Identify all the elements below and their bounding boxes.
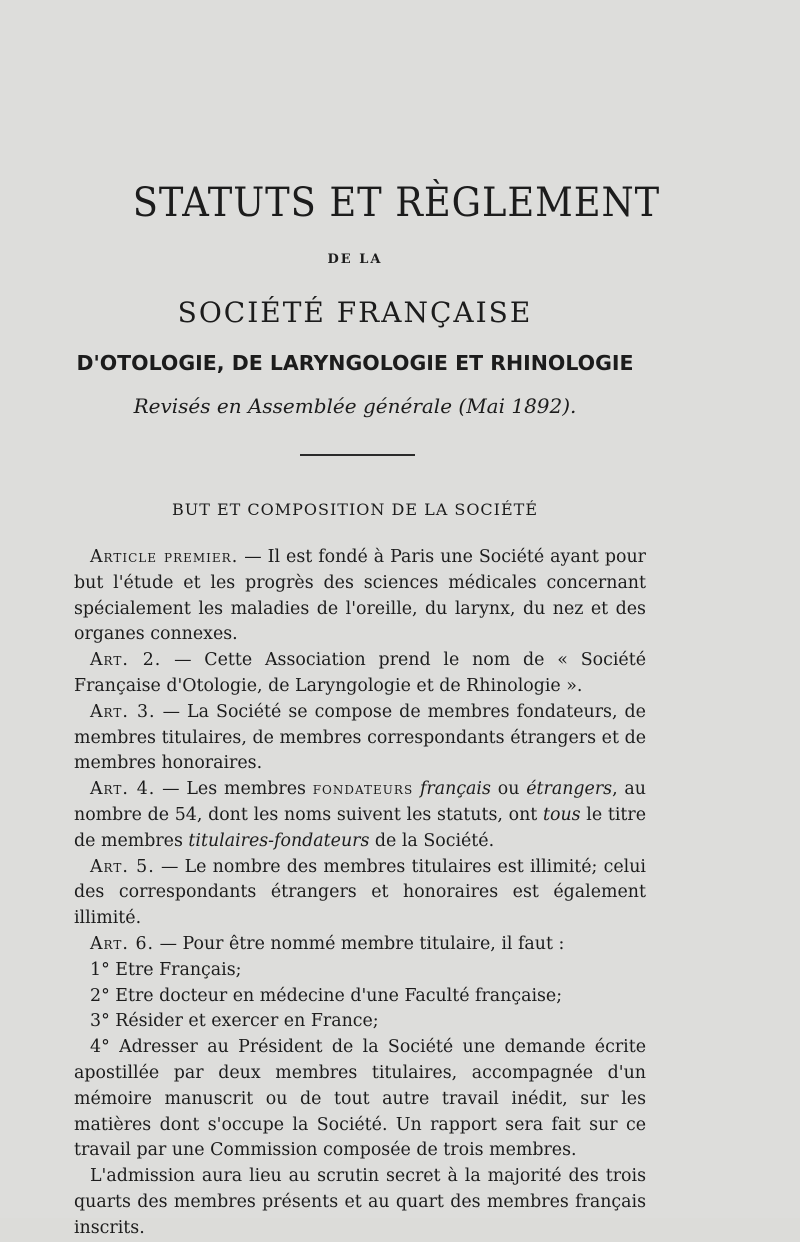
article-text: , au nombre de 54, dont les noms suivent les statuts, ont [74, 779, 646, 825]
article-label: Art. 4. [90, 779, 156, 800]
document-title: STATUTS ET RÈGLEMENT [132, 180, 661, 226]
article-text: — La Société se compose de membres fondateurs, de membres titulaires, de membres correspondants étrangers et de membres honoraires. [74, 701, 646, 774]
article-text: — Cette Association prend le nom de « Société Française d'Otologie, de Laryngologie et de Rhinologie ». [74, 650, 646, 696]
article-label: Article premier. [90, 547, 239, 567]
etrangers-word: étrangers [526, 779, 613, 800]
revision-note: Revisés en Assemblée générale (Mai 1892). [133, 394, 577, 418]
article-text: — Les membres [155, 779, 313, 800]
article-text: le titre de membres [74, 804, 646, 851]
article-text: — Il est fondé à Paris une Société ayant pour but l'étude et les progrès des sciences médicales concernant spécialement les maladies de l'oreille, du larynx, du nez et des organes connexes. [74, 547, 646, 645]
article-label: Art. 6. [90, 933, 155, 954]
de-la-line: DE LA [327, 252, 383, 267]
condition-3: 3° Résider et exercer en France; [90, 1011, 379, 1032]
society-name: SOCIÉTÉ FRANÇAISE [177, 296, 533, 329]
section-title: BUT ET COMPOSITION DE LA SOCIÉTÉ [171, 500, 539, 519]
article-6 [74, 932, 646, 958]
article-text: de la Société. [369, 830, 495, 851]
article-1 [74, 545, 646, 648]
admission-paragraph: L'admission aura lieu au scrutin secret à la majorité des trois quarts des membres présents et au quart des membres français inscrits. [74, 1166, 646, 1238]
fondateurs-word: fondateurs [312, 779, 414, 800]
article-label: Art. 5. [90, 856, 155, 877]
divider-rule [300, 454, 415, 456]
article-3 [74, 700, 646, 777]
condition-1: 1° Etre Français; [90, 959, 242, 980]
titulaires-fondateurs-word: titulaires-fondateurs [188, 830, 370, 851]
tous-word: tous [543, 804, 581, 825]
article-2 [74, 648, 646, 700]
article-text: — Le nombre des membres titulaires est illimité; celui des correspondants étrangers et honoraires est également illimité. [74, 856, 646, 929]
society-specialty: D'OTOLOGIE, DE LARYNGOLOGIE ET RHINOLOGIE [76, 351, 634, 375]
article-label: Art. 3. [90, 701, 156, 722]
francais-word: français [420, 779, 491, 800]
ou-word: ou [490, 779, 527, 800]
articles-body [74, 545, 646, 1242]
article-label: Art. 2. [90, 650, 162, 671]
condition-4: 4° Adresser au Président de la Société une demande écrite apostillée par deux membres titulaires, accompagnée d'un mémoire manuscrit ou de tout autre travail inédit, sur les matières dont s'occupe la Société. Un rapport sera fait sur ce travail par une Commission composée de trois membres. [74, 1037, 646, 1161]
condition-2: 2° Etre docteur en médecine d'une Faculté française; [90, 985, 563, 1006]
article-4 [74, 777, 646, 854]
article-text: — Pour être nommé membre titulaire, il faut : [154, 933, 565, 954]
article-5 [74, 855, 646, 932]
